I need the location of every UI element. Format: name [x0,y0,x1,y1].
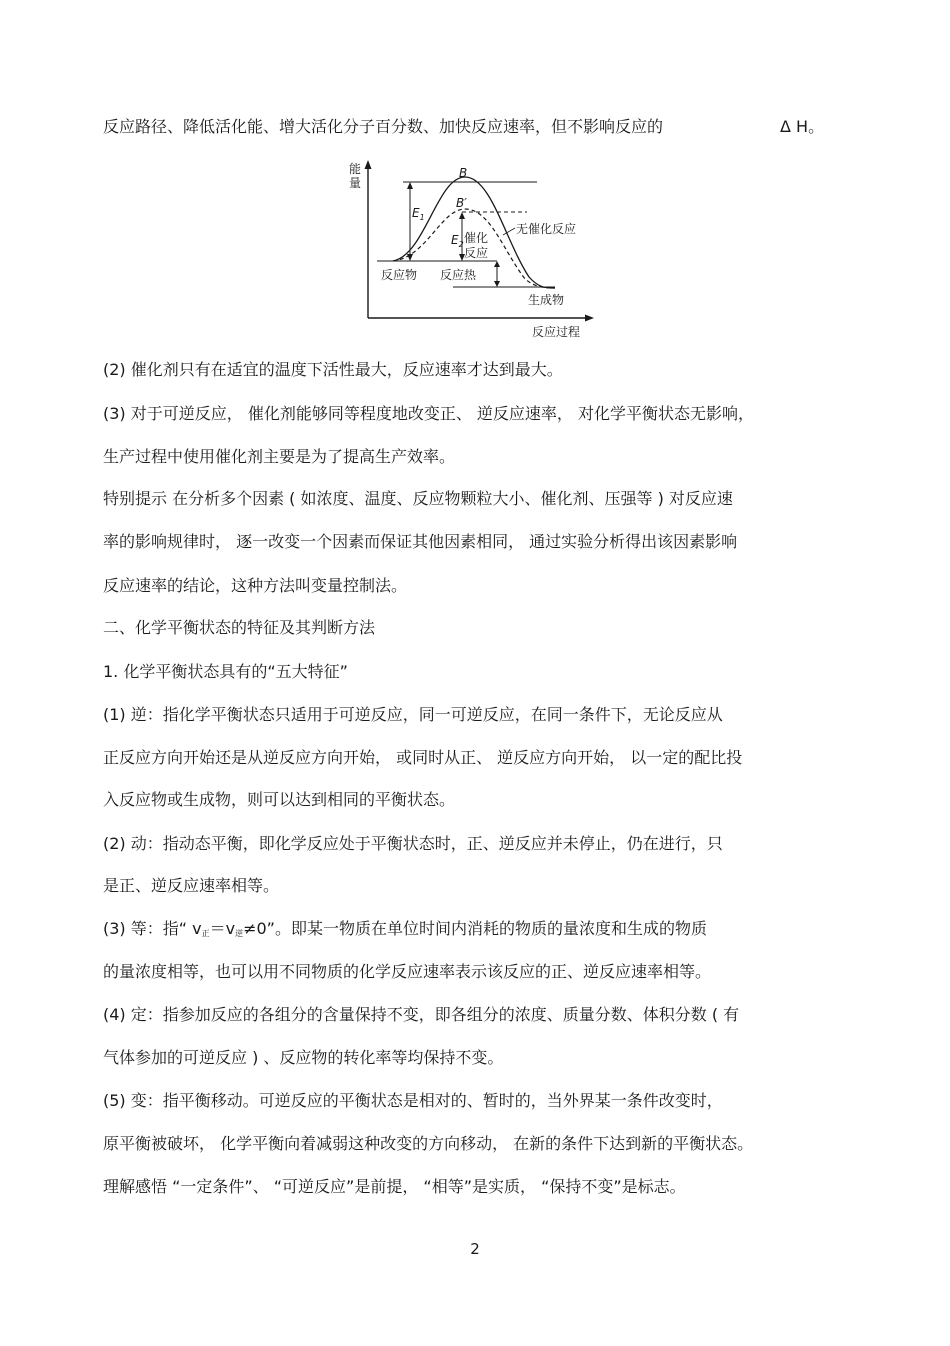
e2-label: $E_2$ [451,233,464,249]
tip-3: 反应速率的结论，这种方法叫变量控制法。 [103,576,408,595]
para-3b: 生产过程中使用催化剂主要是为了提高生产效率。 [103,447,456,466]
feature-4a: (4) 定：指参加反应的各组分的含量保持不变，即各组分的浓度、质量分数、体积分数 ( 有 [103,1005,740,1024]
feature-1b: 正反应方向开始还是从逆反应方向开始， 或同时从正、 逆反应方向开始， 以一定的配比投 [103,748,743,767]
uncatalyzed-label: 无催化反应 [516,222,577,236]
peak-b-label: B [459,166,468,180]
feature-2b: 是正、逆反应速率相等。 [103,876,280,895]
catalyzed-label-2: 反应 [464,246,489,260]
catalyzed-label-1: 催化 [464,231,489,245]
y-axis-label-top: 能 [349,162,362,176]
para-2: (2) 催化剂只有在适宜的温度下活性最大，反应速率才达到最大。 [103,360,563,379]
page-number: 2 [470,1240,480,1258]
insight-line: 理解感悟 “一定条件”、 “可逆反应”是前提， “相等”是实质， “保持不变”是标志。 [103,1177,686,1196]
intro-tail [780,117,824,137]
subsection-heading: 1. 化学平衡状态具有的“五大特征” [103,662,348,681]
feature-1c: 入反应物或生成物，则可以达到相同的平衡状态。 [103,790,456,809]
feature-5b: 原平衡被破坏， 化学平衡向着减弱这种改变的方向移动， 在新的条件下达到新的平衡状态。 [103,1134,754,1153]
tip-1: 特别提示 在分析多个因素 ( 如浓度、温度、反应物颗粒大小、催化剂、压强等 ) 对反应速 [103,489,733,508]
section-heading: 二、化学平衡状态的特征及其判断方法 [103,618,376,637]
x-axis-arrow [585,315,594,322]
feature-1a: (1) 逆：指化学平衡状态只适用于可逆反应，同一可逆反应，在同一条件下，无论反应从 [103,705,723,724]
y-axis-arrow [365,160,372,169]
product-label: 生成物 [528,293,565,307]
tip-2: 率的影响规律时， 逐一改变一个因素而保证其他因素相同， 通过实验分析得出该因素影响 [103,532,738,551]
feature-2a: (2) 动：指动态平衡，即化学反应处于平衡状态时，正、逆反应并未停止，仍在进行，只 [103,834,723,853]
feature-5a: (5) 变：指平衡移动。可逆反应的平衡状态是相对的、暂时的，当外界某一条件改变时， [103,1091,723,1110]
intro-line [103,117,663,137]
y-axis-label-bottom: 量 [349,176,362,190]
para-3a: (3) 对于可逆反应， 催化剂能够同等程度地改变正、 逆反应速率， 对化学平衡状态无影响， [103,404,755,423]
peak-b-prime-label: B′ [456,196,467,210]
intro-text: 反应路径、降低活化能、增大活化分子百分数、加快反应速率，但不影响反应的 [103,117,664,136]
e1-label: $E_1$ [412,206,425,222]
reactant-label: 反应物 [381,268,418,282]
feature-3a: (3) 等：指“ $v_正=v_逆\ne 0$”。即某一物质在单位时间内消耗的物质的量浓度和生成的物质 [103,919,707,938]
x-axis-label: 反应过程 [532,325,581,339]
feature-4b: 气体参加的可逆反应 ) 、反应物的转化率等均保持不变。 [103,1048,504,1067]
feature-3b: 的量浓度相等，也可以用不同物质的化学反应速率表示该反应的正、逆反应速率相等。 [103,962,712,981]
delta-h: Δ H。 [780,117,825,136]
energy-diagram [345,155,595,345]
heat-label: 反应热 [440,268,477,282]
